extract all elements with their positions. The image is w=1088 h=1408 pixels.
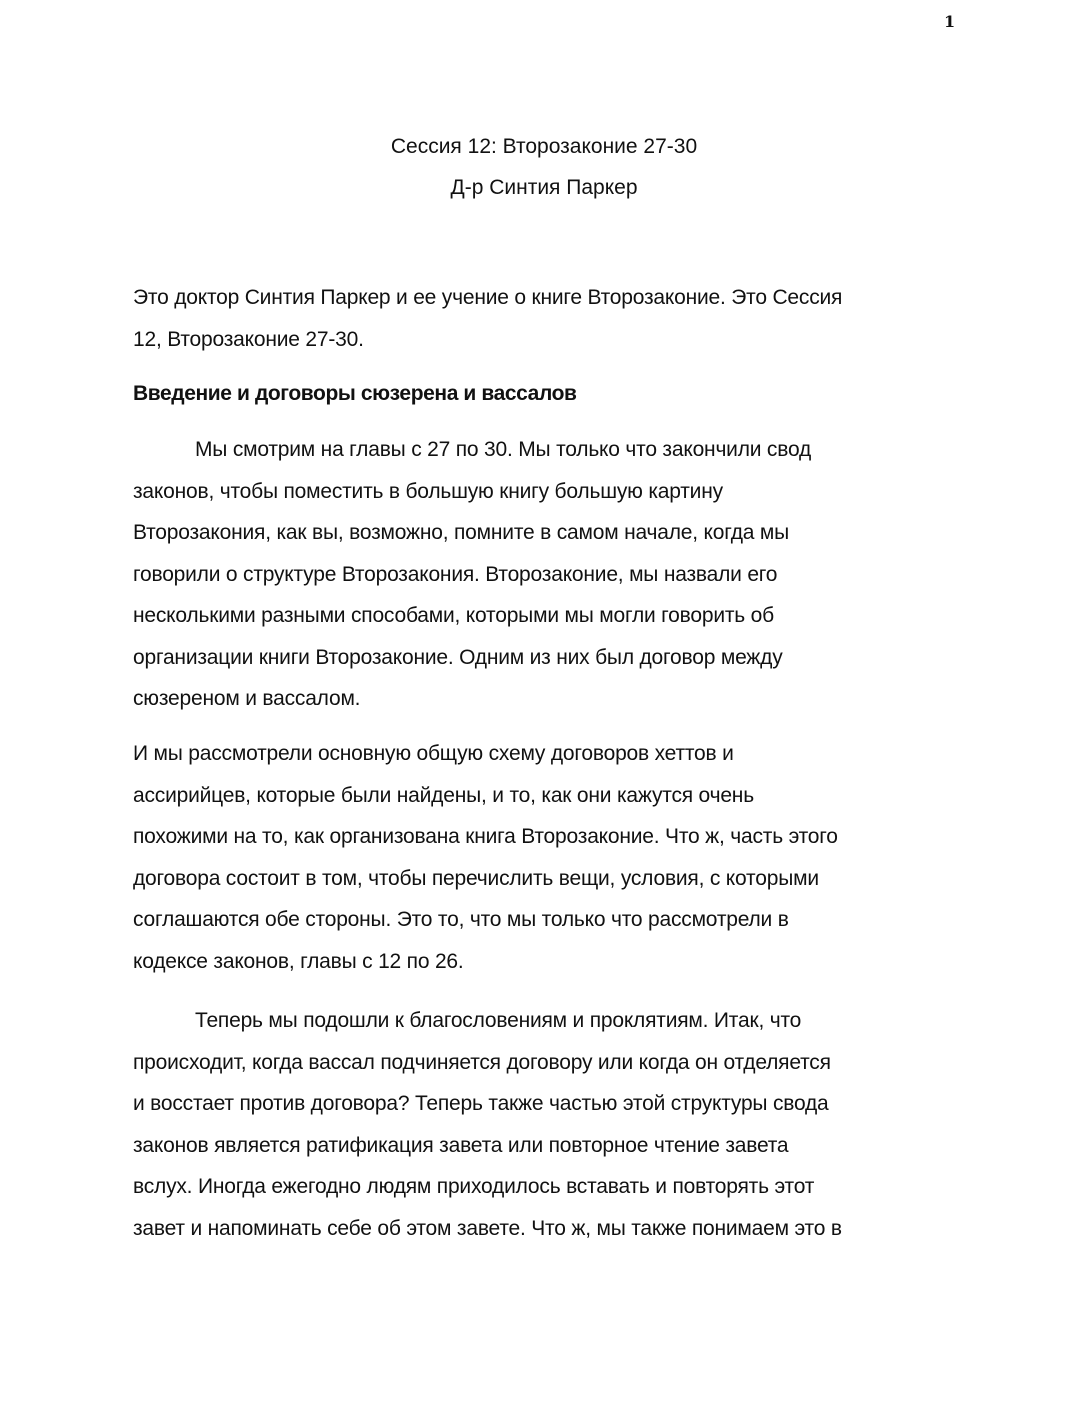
text-line: И мы рассмотрели основную общую схему договоров хеттов и [133, 742, 734, 765]
text-line: соглашаются обе стороны. Это то, что мы только что рассмотрели в [133, 908, 789, 931]
section-heading: Введение и договоры сюзерена и вассалов [133, 382, 577, 405]
text-line: организации книги Второзаконие. Одним из них был договор между [133, 645, 783, 669]
text-line: Это доктор Синтия Паркер и ее учение о книге Второзаконие. Это Сессия [133, 286, 843, 309]
text-line: говорили о структуре Второзакония. Второзаконие, мы назвали его [133, 562, 778, 586]
text-line: вслух. Иногда ежегодно людям приходилось вставать и повторять этот [133, 1175, 815, 1198]
text-line: Мы смотрим на главы с 27 по 30. Мы только что закончили свод [195, 438, 812, 461]
text-line: 12, Второзаконие 27-30. [133, 327, 364, 351]
text-line: происходит, когда вассал подчиняется договору или когда он отделяется [133, 1050, 831, 1074]
page-number: 1 [944, 12, 956, 31]
intro-paragraph [133, 277, 973, 360]
paragraph-1 [133, 429, 973, 720]
document-title: Сессия 12: Второзаконие 27-30 [390, 135, 698, 158]
text-line: Второзакония, как вы, возможно, помните в самом начале, когда мы [133, 521, 790, 544]
paragraph-3 [133, 1000, 973, 1249]
text-line: законов, чтобы поместить в большую книгу большую картину [133, 479, 723, 503]
text-line: законов является ратификация завета или повторное чтение завета [133, 1133, 789, 1157]
text-line: несколькими разными способами, которыми мы могли говорить об [133, 604, 774, 627]
text-line: похожими на то, как организована книга Второзаконие. Что ж, часть этого [133, 825, 838, 848]
text-line: завет и напоминать себе об этом завете. Что ж, мы также понимаем это в [133, 1216, 842, 1240]
paragraph-2 [133, 733, 973, 982]
text-line: ассирийцев, которые были найдены, и то, как они кажутся очень [133, 783, 754, 807]
text-line: договора состоит в том, чтобы перечислить вещи, условия, с которыми [133, 866, 819, 890]
title-block [0, 126, 1088, 208]
text-line: и восстает против договора? Теперь также частью этой структуры свода [133, 1092, 829, 1115]
document-author: Д-р Синтия Паркер [450, 176, 638, 199]
text-line: Теперь мы подошли к благословениям и проклятиям. Итак, что [195, 1009, 802, 1032]
text-line: сюзереном и вассалом. [133, 687, 361, 710]
text-line: кодексе законов, главы с 12 по 26. [133, 949, 464, 973]
